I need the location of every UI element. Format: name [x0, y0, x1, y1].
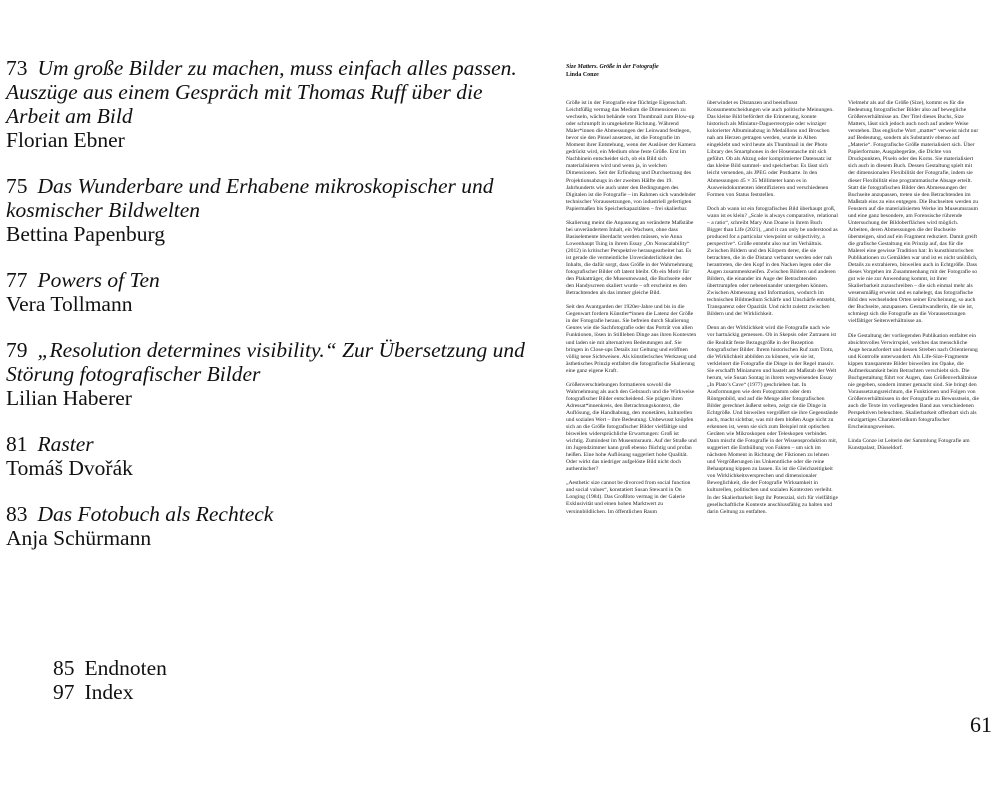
toc-endnotes[interactable]	[53, 656, 167, 680]
toc-entry[interactable]	[6, 56, 526, 152]
paragraph: „Aesthetic size cannot be divorced from social function and social values“, konstatiert Susan Steward in On Longing (1984). Das Großfoto vermag in der Galerie Exklusivität und einen hohen Marktwert zu versinnbildlichen. Im öffentlichen Raum	[566, 480, 691, 515]
page-number: 61	[970, 712, 992, 737]
toc-entry-page: 77	[6, 268, 28, 292]
toc-index-label: Index	[84, 680, 134, 704]
article-title: Size Matters. Größe in der Fotografie	[566, 64, 659, 70]
paragraph: überwindet es Distanzen und beeinflusst Konsumentscheidungen wie auch politische Meinungen. Das kleine Bild befördert die Erinnerung, konnte historisch als Miniatur-Daguerreotypie oder winziger kolorierter Albuminabzug in Medaillons und Broschen nah am Herzen getragen werden, wurde in Alben eingeklebt und wird heute als Thumbnail in der Photo Library des Smartphones in der Hosentasche mit sich geführt. Ob als Abzug oder komprimierter Datensatz ist das kleine Bild sammel- und speicherbar. Es lässt sich leicht versenden, als JPEG oder Postkarte. In den Abmessungen 45 × 35 Millimeter kann es in Ausweisdokumenten identifizieren und verschiedenen Formen von Status feststellen.	[707, 100, 834, 198]
toc-endnotes-page: 85	[53, 656, 75, 680]
paragraph: Linda Conze ist Leiterin der Sammlung Fotografie am Kunstpalast, Düsseldorf.	[848, 438, 970, 452]
toc-entry-author: Lilian Haberer	[6, 386, 132, 410]
article-header	[566, 64, 766, 79]
toc-entry-author: Anja Schürmann	[6, 526, 152, 550]
toc-entry[interactable]	[6, 432, 526, 480]
toc-entry[interactable]	[6, 502, 526, 550]
text-column	[566, 100, 697, 523]
toc-endnotes-label: Endnoten	[84, 656, 167, 680]
toc-entry-author: Florian Ebner	[6, 128, 125, 152]
paragraph: Größenverschiebungen formatieren sowohl die Wahrnehmung als auch den Gebrauch und die Wirkweise fotografischer Bilder entscheidend. Sie prägen ihren Adressat*innenkreis, den Betrachtungskontext, die Auflösung, die Handhabung, den monetären, kulturellen und sozialen Wert – ihre Bedeutung. Unbewusst knüpfen sich an die Größe fotografischer Bilder vielfältige und bisweilen widersprüchliche Erwartungen: Groß ist wichtig. Zumindest im Museumsraum. Auf der Straße und im Jugendzimmer kann groß ebenso flüchtig und profan heißen. Eine hohe Auflösung suggeriert hohe Qualität. Oder wirkt das niedriger aufgelöste Bild nicht doch authentischer?	[566, 381, 697, 473]
toc-entry-author: Vera Tollmann	[6, 292, 133, 316]
toc-entry-page: 81	[6, 432, 28, 456]
toc-entry[interactable]	[6, 268, 526, 316]
paragraph: Seit den Avantgarden der 1920er-Jahre und bis in die Gegenwart fordern Künstler*innen die Latenz der Größe in der Fotografie heraus. Sie befreien durch Skalierung Genres wie die Sachfotografie oder das Porträt von allen Funktionen, lösen in Stillleben Dinge aus ihren Kontexten und laden sie mit alternativen Bedeutungen auf. Sie bringen in Close-ups Details zur Geltung und eröffnen völlig neue Sichtweisen. Als künstlerisches Werkzeug und ästhetisches Prinzip entfaltet die fotografische Skalierung eine ganz eigene Kraft.	[566, 304, 697, 374]
paragraph: Größe ist in der Fotografie eine flüchtige Eigenschaft. Leichtfüßig vermag das Medium die Dimensionen zu wechseln, wächst behände vom Thumbnail zum Blow-up oder schrumpft in umgekehrte Richtung. Während Maler*innen die Abmessungen der Leinwand festlegen, bevor sie den Pinsel ansetzen, ist die Fotografie im Moment ihrer Entstehung, wenn der Auslöser der Kamera gedrückt wird, ein Medium ohne feste Größe. Erst im Nachhinein entscheidet sich, ob ein Bild sich materialisieren wird und wenn ja, in welchen Dimensionen. Seit der Erfindung und Durchsetzung des Projektionsabzugs in der zweiten Hälfte des 19. Jahrhunderts wie auch unter den Bedingungen des Digitalen ist die Fotografie – im Rahmen sich wandelnder technischer Voraussetzungen, von industriell gefertigten Papiermaßen bis Speicherkapazitäten – frei skalierbar.	[566, 100, 696, 212]
toc-entry-title: 83 Das Fotobuch als Rechteck	[6, 502, 274, 526]
paragraph: Skalierung meint die Anpassung an veränderte Maßstäbe bei unverändertem Inhalt, ein Wachsen, ohne dass Basiselemente überdacht werden müssen, wie Anna Lowenhaupt Tsing in ihrem Essay „On Nonscalability“ (2012) in kritischer Perspektive herausgearbeitet hat. Es ist gerade die vermeintliche Unveränderlichkeit des Inhalts, die dafür sorgt, dass Größe in der Wahrnehmung fotografischer Bilder oft latent bleibt. Ob ein Motiv für den Plakatträger, die Museumswand, die Buchseite oder den Handyscreen skaliert wurde – oft erscheint es den Betrachtenden als das immer gleiche Bild.	[566, 219, 694, 297]
paragraph: Doch ab wann ist ein fotografisches Bild überhaupt groß, wann ist es klein? „Scale is always comparative, relational – a ratio“, schreibt Mary Ann Doane in ihrem Buch Bigger than Life (2021), „and it can only be understood as produced for a particular viewpoint or subjectivity, a perspective“. Größe entsteht also nur im Verhältnis. Zwischen Bildern und den Körpern derer, die sie betrachten, die in die Distanz verbannt werden oder nah herantreten, die den Kopf in den Nacken legen oder die Augen zusammenkneifen. Zwischen Bildern und anderen Bildern, die einander im Auge der Betrachtenden übertrumpfen oder nebeneinander untergehen können. Zwischen Abmessung und Information, wodurch im technischen Bildmedium Schärfe und Unschärfe entsteht, Transparenz oder Opazität. Und nicht zuletzt zwischen Bildern und der Wirklichkeit.	[707, 205, 838, 318]
paragraph: Denn an der Wirklichkeit wird die Fotografie nach wie vor hartnäckig gemessen. Ob in Skepsis oder Zutrauen ist die Realität feste Bezugsgröße in der Rezeption fotografischer Bilder. Ihrem historischen Ruf zum Trotz, die Wirklichkeit abbilden zu können, wie sie ist, verkleinert die Fotografie die Dinge in der Regel massiv. Sie erschafft Miniaturen und bastelt am Maßstab der Welt herum, wie Susan Sontag in ihrem wegweisenden Essay „In Plato’s Cave“ (1977) geschrieben hat. In Ausformungen wie dem Fotogramm oder dem Röntgenbild, und auf die Menge aller fotografischen Bilder gerechnet äußerst selten, zeigt sie die Dinge in Echtgröße. Und bisweilen vergrößert sie ihre Gegenstände auch, macht sichtbar, was mit dem bloßen Auge nicht zu erkennen ist, wenn sie sich zum Beispiel mit optischen Geräten wie Mikroskopen oder Teleskopen verbindet. Dann mischt die Fotografie in der Wissensproduktion mit, suggeriert die Enthüllung von Fakten – um sich im nächsten Moment in Richtung der Fiktionen zu lehnen und Vergrößerungen ins Unkenntliche oder die reine Behauptung kippen zu lassen. Es ist die Gleichzeitigkeit von Wirklichkeitsversprechen und dimensionaler Beweglichkeit, die der Fotografie Wirksamkeit in kulturellen, politischen und sozialen Kontexten verleiht. In der Skalierbarkeit liegt ihr Potenzial, sich für vielfältige gesellschaftliche Kontexte anschlussfähig zu halten und darin Geltung zu entfalten.	[707, 325, 838, 515]
toc-entry-author: Tomáš Dvořák	[6, 456, 133, 480]
article-author: Linda Conze	[566, 71, 599, 78]
table-of-contents	[6, 56, 526, 572]
toc-entry-title: 73 Um große Bilder zu machen, muss einfach alles passen. Auszüge aus einem Gespräch mit Thomas Ruff über die Arbeit am Bild	[6, 56, 517, 128]
toc-entry-title: 79 „Resolution determines visibility.“ Zur Übersetzung und Störung fotografischer Bilder	[6, 338, 525, 386]
paragraph: Vielmehr als auf die Größe (Size), kommt es für die Bedeutung fotografischer Bilder also auf bewegliche Größenverhältnisse an. Der Titel dieses Buchs, Size Matters, lässt sich jedoch auch noch auf andere Weise verstehen. Das englische Wort „matter“ verweist nicht nur auf Bedeutung, sondern als Substantiv ebenso auf „Materie“. Fotografische Größe materialisiert sich. Über Papierformate, Ausgabegeräte, die Dichte von Druckpunkten, Pixeln oder des Korns. Sie materialisiert sich auch in diesem Buch. Dessen Gestaltung spielt mit der dimensionalen Flexibilität der Fotografie, indem sie dieser Flexibilität eine programmatische Absage erteilt. Statt die fotografischen Bilder den Abmessungen der Buchseite anzupassen, treten sie den Betrachtenden im Maßstab eins zu eins entgegen. Die Buchseiten werden zu Fenstern auf die materialisierten Werke im Museumsraum und eine ganz besondere, am Forensische rührende Untersuchung der Bildoberflächen wird möglich. Arbeiten, deren Abmessungen die der Buchseite übersteigen, sind auf ein Fragment reduziert. Damit greift die grafische Gestaltung ein Prinzip auf, das für die Malerei eine gewisse Tradition hat: In kunsthistorischen Publikationen zu Gemälden war und ist es nicht unüblich, Details zu extrahieren, bisweilen auch in Echtgröße. Dass dieses Vorgehen im Zusammenhang mit der Fotografie so gut wie nie zur Anwendung kommt, ist ihrer Skalierbarkeit zuzuschreiben – die sich einmal mehr als wesensmäßig erweist und es nahelegt, das fotografische Bild den wechselnden Orten seiner Erscheinung, so auch der Buchseite, anzupassen. Gestaltwandlerin, die sie ist, schmiegt sich die Fotografie an die Voraussetzungen vielfältiger Seitenverhältnisse an.	[848, 100, 979, 325]
article-body	[566, 100, 980, 523]
toc-entry-author: Bettina Papenburg	[6, 222, 166, 246]
toc-entry-title: 75 Das Wunderbare und Erhabene mikroskopischer und kosmischer Bildwelten	[6, 174, 494, 222]
toc-entry-page: 79	[6, 338, 28, 362]
toc-index-page: 97	[53, 680, 75, 704]
text-column	[848, 100, 979, 523]
toc-entry-page: 73	[6, 56, 28, 80]
toc-entry[interactable]	[6, 338, 526, 410]
toc-entry-title: 81 Raster	[6, 432, 94, 456]
text-column	[707, 100, 838, 523]
toc-entry[interactable]	[6, 174, 526, 246]
paragraph: Die Gestaltung der vorliegenden Publikation entfaltet ein absichtsvolles Verwirrspiel, welches das menschliche Auge herausfordert und dessen Streben nach Orientierung und Kontrolle unterwandert. Als Life-Size-Fragmente kippen transparente Bilder bisweilen ins Opake, die Aufmerksamkeit beim Betrachten verschiebt sich. Die Buchgestaltung führt vor Augen, dass Größenverhältnisse nie gegeben, sondern immer gemacht sind. Sie bringt den Voraussetzungsreichtum, die Funktionen und Folgen von Größenverhältnissen in der Fotografie zu Bewusstsein, die auch die Texte im vorliegenden Band aus verschiedenen Perspektiven beleuchten. Skalierbarkeit offenbart sich als einzigartiges Charakteristikum fotografischer Erscheinungsweisen.	[848, 332, 979, 431]
toc-entry-page: 75	[6, 174, 28, 198]
toc-entry-title: 77 Powers of Ten	[6, 268, 160, 292]
toc-entry-page: 83	[6, 502, 28, 526]
toc-index[interactable]	[53, 680, 133, 704]
